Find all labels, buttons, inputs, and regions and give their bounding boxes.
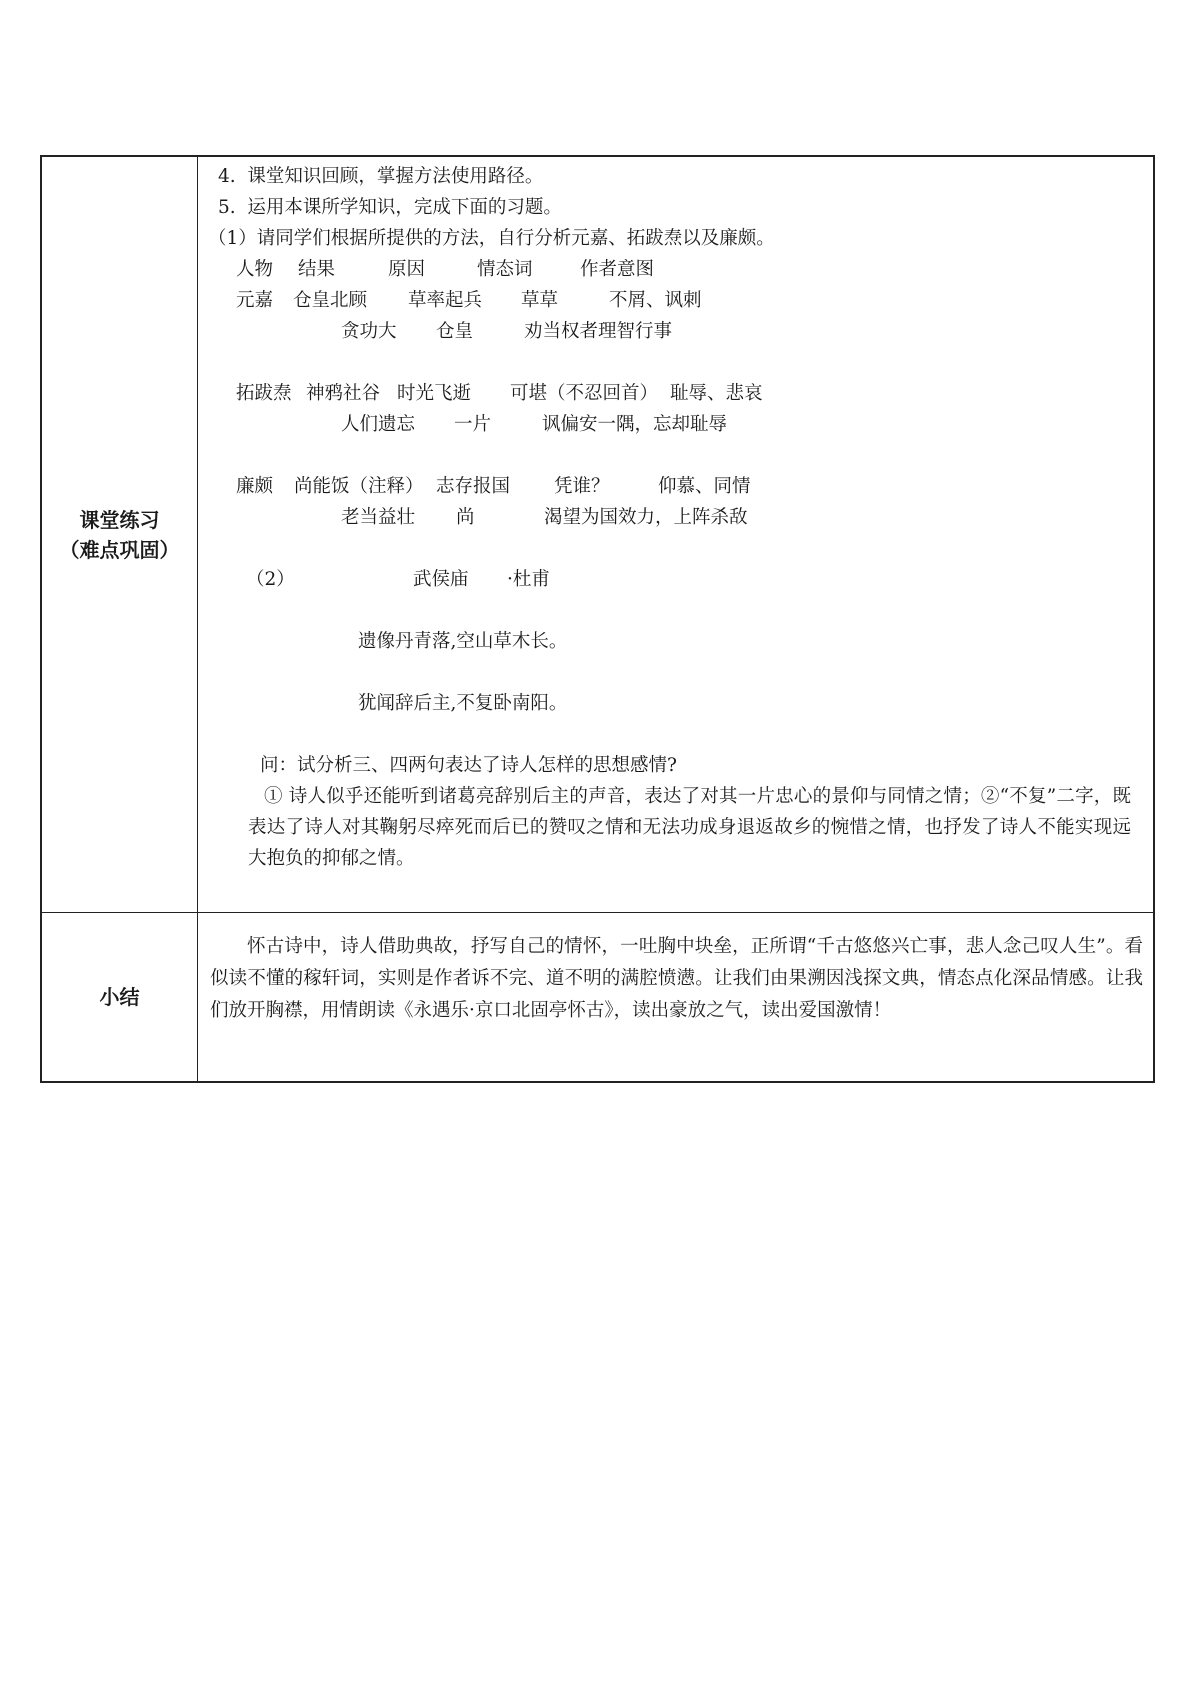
tuoba-modal-word-2: 一片 [454,414,492,435]
lesson-plan-table [40,155,1155,1083]
tuoba-line-2 [236,409,1143,440]
yuanjia-intent: 不屑、讽刺 [609,290,702,311]
summary-label-cell [41,913,198,1083]
lianpo-person: 廉颇 [236,476,274,497]
yuanjia-line-1 [236,285,1143,316]
analysis-question: 问：试分析三、四两句表达了诗人怎样的思想感情? [260,755,677,776]
practice-label-title: 课堂练习 [79,507,160,532]
tuoba-intent: 耻辱、悲哀 [670,383,763,404]
question-2-label: （2） [246,569,295,590]
item-5: 5. 运用本课所学知识，完成下面的习题。 [218,197,562,218]
lianpo-line-2 [236,502,1143,533]
practice-content-cell [198,156,1155,913]
lianpo-line-1 [236,471,1143,502]
analysis-block [208,254,1143,564]
yuanjia-person: 元嘉 [236,290,274,311]
poem-author: ·杜甫 [507,569,550,590]
header-cause: 原因 [388,259,426,280]
poem-title: 武侯庙 [413,569,469,590]
yuanjia-line-2 [236,316,1143,347]
poem-line-1: 遗像丹青落,空山草木长。 [358,631,568,652]
item-4: 4. 课堂知识回顾，掌握方法使用路径。 [218,166,544,187]
summary-label: 小结 [99,985,140,1009]
tuoba-person: 拓跋焘 [236,383,292,404]
header-result: 结果 [298,259,336,280]
lianpo-cause-2: 老当益壮 [341,507,416,528]
header-modal-word: 情态词 [477,259,533,280]
lianpo-modal-word-2: 尚 [456,507,475,528]
lianpo-intent-2: 渴望为国效力，上阵杀敌 [544,507,748,528]
tuoba-cause-2: 人们遗忘 [341,414,416,435]
yuanjia-result: 仓皇北顾 [293,290,368,311]
summary-row [41,913,1154,1083]
lianpo-result: 尚能饭（注释） [294,476,424,497]
analysis-header-row [236,254,1143,285]
practice-row [41,156,1154,913]
tuoba-result: 神鸦社谷 [306,383,381,404]
header-intent: 作者意图 [580,259,655,280]
yuanjia-modal-word: 草草 [521,290,559,311]
poem-heading [208,564,1143,595]
tuoba-cause: 时光飞逝 [397,383,472,404]
lianpo-cause: 志存报国 [436,476,511,497]
poem-line-2: 犹闻辞后主,不复卧南阳。 [358,693,568,714]
practice-label-subtitle: （难点巩固） [59,537,180,562]
tuoba-intent-2: 讽偏安一隅，忘却耻辱 [542,414,728,435]
yuanjia-cause-2: 贪功大 [341,321,397,342]
practice-label-cell [41,156,198,913]
header-person: 人物 [236,259,274,280]
lianpo-intent: 仰慕、同情 [658,476,751,497]
yuanjia-modal-word-2: 仓皇 [436,321,474,342]
analysis-answer: ① 诗人似乎还能听到诸葛亮辞别后主的声音，表达了对其一片忠心的景仰与同情之情；②“不复”二字，既表达了诗人对其鞠躬尽瘁死而后已的赞叹之情和无法功成身退返故乡的惋惜之情，也抒发了诗人不能实现远大抱负的抑郁之情。 [248,786,1131,869]
tuoba-line-1 [236,378,1143,409]
yuanjia-intent-2: 劝当权者理智行事 [524,321,673,342]
summary-text: 怀古诗中，诗人借助典故，抒写自己的情怀，一吐胸中块垒，正所谓“千古悠悠兴亡事，悲人念己叹人生”。看似读不懂的稼轩词，实则是作者诉不完、道不明的满腔愤懑。让我们由果溯因浅探文典，情态点化深品情感。让我们放开胸襟，用情朗读《永遇乐·京口北固亭怀古》，读出豪放之气，读出爱国激情！ [210,936,1143,1021]
tuoba-modal-word: 可堪（不忍回首） [510,383,659,404]
summary-content-cell [198,913,1155,1083]
question-1: （1）请同学们根据所提供的方法，自行分析元嘉、拓跋焘以及廉颇。 [208,228,775,249]
lianpo-modal-word: 凭谁？ [554,476,610,497]
yuanjia-cause: 草率起兵 [408,290,483,311]
